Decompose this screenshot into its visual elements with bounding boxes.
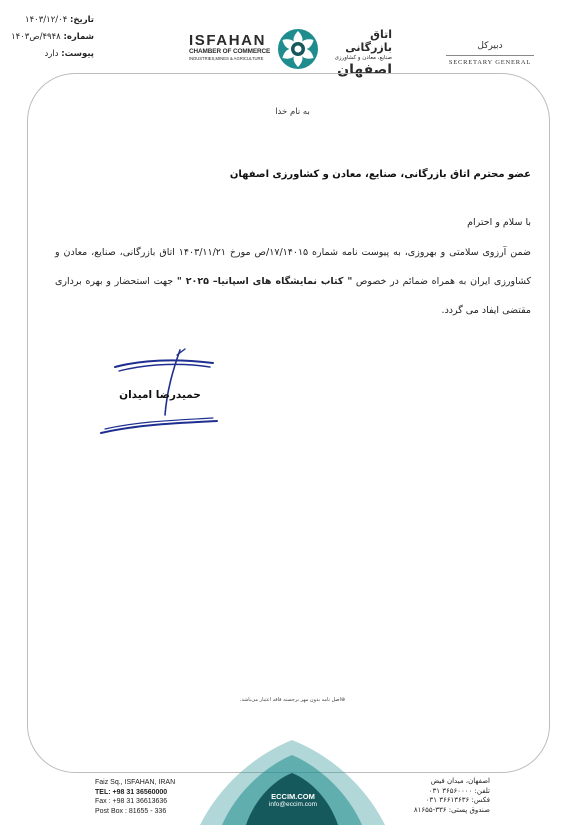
footer-pobox-fa: صندوق پستی: ۳۳۶-۸۱۶۵۵ bbox=[413, 805, 490, 814]
footer-website[interactable]: ECCIM.COM bbox=[271, 792, 315, 801]
logo-en-chamber: CHAMBER OF COMMERCE bbox=[189, 48, 271, 55]
footer-fax-en: Fax : +98 31 36613636 bbox=[95, 798, 168, 805]
footer-tel-en: TEL: +98 31 36560000 bbox=[95, 788, 168, 796]
letter-body bbox=[55, 238, 531, 325]
signatory-name: حمیدرضا امیدان bbox=[119, 389, 201, 401]
attachment-value: دارد bbox=[44, 49, 59, 59]
logo-persian bbox=[322, 28, 392, 79]
footer-persian-contact bbox=[405, 777, 490, 815]
footer-email[interactable]: info@eccim.com bbox=[268, 801, 318, 808]
body-part1: ضمن آرزوی سلامتی و بهروزی، به پیوست نامه شماره ۱۷/۱۴۰۱۵/ص مورخ ۱۴۰۳/۱۱/۲۱ اتاق بازرگانی، صنایع، معادن و کشاورزی ایران به همراه ضمائم در خصوص bbox=[55, 247, 531, 287]
logo-fa-line1: اتاق بازرگانی bbox=[345, 28, 392, 54]
logo-fa-line3: اصفهان bbox=[337, 62, 392, 78]
basmala: به نام خدا bbox=[275, 107, 310, 117]
logo-en-name: ISFAHAN bbox=[189, 32, 267, 49]
letter-meta bbox=[11, 12, 94, 63]
salutation: با سلام و احترام bbox=[467, 217, 531, 228]
footer-tel-fa: تلفن: ۳۶۵۶۰۰۰۰ ۰۳۱ bbox=[428, 786, 490, 795]
addressee: عضو محترم اتاق بازرگانی، صنایع، معادن و کشاورزی اصفهان bbox=[229, 169, 531, 180]
chamber-logo-icon bbox=[276, 27, 320, 71]
footnote: ⊕اصل نامه بدون مهر برجسته فاقد اعتبار می‌باشد. bbox=[239, 697, 346, 703]
logo-english bbox=[189, 33, 274, 62]
footer-address-fa: اصفهان، میدان فیض bbox=[430, 777, 490, 785]
footer-pobox-en: Post Box : 81655 - 336 bbox=[95, 807, 167, 815]
footer-address-en: Faiz Sq., ISFAHAN, IRAN bbox=[95, 779, 176, 786]
date-value: ۱۴۰۳/۱۲/۰۴ bbox=[25, 15, 68, 25]
date-row bbox=[14, 12, 94, 29]
logo-en-sub: INDUSTRIES,MINES & AGRICULTURE bbox=[189, 56, 264, 61]
footer-ornament-icon bbox=[190, 735, 395, 825]
footer-english-contact bbox=[95, 778, 205, 816]
footer-fax-fa: فکس: ۳۶۶۱۳۶۳۶ ۰۳۱ bbox=[425, 796, 490, 804]
number-label: شماره: bbox=[63, 32, 94, 42]
attachment-label: پیوست: bbox=[61, 49, 94, 59]
secretary-en: SECRETARY GENERAL bbox=[448, 59, 532, 66]
attachment-row bbox=[14, 46, 94, 63]
date-label: تاریخ: bbox=[70, 15, 94, 25]
secretary-general-block bbox=[440, 40, 540, 66]
number-value: ۴۹۴۸/ص۱۴۰۳ bbox=[11, 32, 61, 42]
number-row bbox=[11, 29, 94, 46]
secretary-fa: دبیرکل bbox=[477, 41, 503, 51]
logo-fa-line2: صنایع، معادن و کشاورزی bbox=[334, 55, 392, 61]
body-bold-title: " کتاب نمایشگاه های اسپانیا– ۲۰۲۵ " bbox=[176, 276, 353, 287]
secretary-divider bbox=[446, 55, 534, 56]
footer-web-contact bbox=[256, 792, 330, 809]
body-part2: جهت استحضار و بهره برداری مقتضی ایفاد می گردد. bbox=[55, 276, 531, 316]
